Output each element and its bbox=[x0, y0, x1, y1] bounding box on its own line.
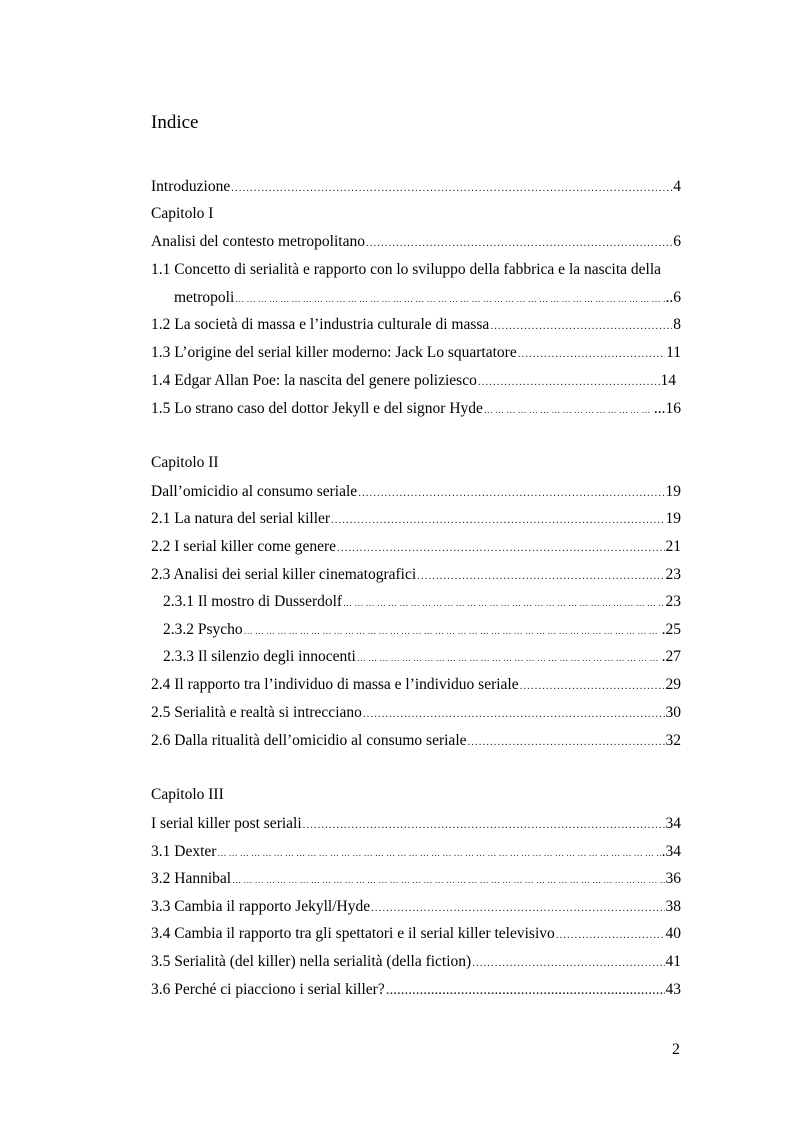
toc-entry[interactable] bbox=[151, 315, 681, 336]
leader-dots bbox=[478, 372, 660, 392]
toc-entry-page-number: 25 bbox=[665, 621, 681, 638]
toc-entry-page: ...16 bbox=[653, 400, 681, 417]
toc-entry[interactable] bbox=[151, 980, 681, 1000]
toc-entry-label: Introduzione bbox=[151, 178, 231, 195]
leader-dots bbox=[231, 178, 672, 198]
toc-entry[interactable] bbox=[151, 232, 681, 253]
leader-dots bbox=[244, 621, 661, 641]
chapter-heading-1: Capitolo I bbox=[151, 205, 214, 222]
leader-dots bbox=[235, 289, 664, 309]
toc-entry-label: 3.2 Hannibal bbox=[151, 870, 232, 887]
leader-dots bbox=[472, 953, 664, 973]
toc-entry-label: 3.5 Serialità (del killer) nella serialità (della fiction) bbox=[151, 953, 472, 970]
toc-entry-page: 14 bbox=[660, 372, 676, 389]
toc-entry-page: ..6 bbox=[665, 289, 681, 306]
toc-entry-page-number: 34 bbox=[665, 843, 681, 860]
toc-entry-label: 3.4 Cambia il rapporto tra gli spettatori e il serial killer televisivo bbox=[151, 925, 555, 942]
toc-entry[interactable] bbox=[151, 675, 681, 696]
toc-entry[interactable] bbox=[151, 869, 681, 890]
leader-dots bbox=[232, 870, 664, 890]
toc-entry[interactable] bbox=[151, 842, 681, 863]
toc-entry-page: 43 bbox=[665, 981, 681, 998]
toc-entry[interactable] bbox=[151, 399, 681, 420]
page-number: 2 bbox=[672, 1041, 680, 1058]
toc-entry-page: 8 bbox=[673, 316, 681, 333]
leader-dots bbox=[366, 233, 672, 253]
toc-entry-page: .25 bbox=[661, 621, 681, 638]
toc-entry[interactable] bbox=[151, 731, 681, 752]
toc-entry-page: 32 bbox=[665, 732, 681, 749]
toc-entry-label: 2.3 Analisi dei serial killer cinematografici bbox=[151, 566, 417, 583]
leader-dots bbox=[386, 980, 665, 1000]
toc-entry-label: 2.3.3 Il silenzio degli innocenti bbox=[163, 648, 356, 665]
leader-dots bbox=[556, 925, 665, 945]
toc-entry[interactable] bbox=[163, 620, 681, 641]
toc-entry[interactable] bbox=[163, 647, 681, 668]
leader-dots bbox=[331, 510, 664, 530]
toc-entry[interactable] bbox=[151, 509, 681, 530]
toc-entry[interactable] bbox=[151, 482, 681, 503]
toc-entry-page: 41 bbox=[665, 953, 681, 970]
toc-entry-label: 1.1 Concetto di serialità e rapporto con lo sviluppo della fabbrica e la nascita della bbox=[151, 261, 662, 278]
leader-dots bbox=[417, 566, 664, 586]
toc-entry[interactable] bbox=[151, 371, 676, 392]
chapter-heading-3: Capitolo III bbox=[151, 786, 224, 803]
toc-entry-page-number: 6 bbox=[673, 289, 681, 306]
toc-entry-label: 3.3 Cambia il rapporto Jekyll/Hyde bbox=[151, 898, 371, 915]
chapter-heading-2: Capitolo II bbox=[151, 454, 219, 471]
leader-dots bbox=[371, 898, 664, 918]
toc-entry[interactable] bbox=[151, 565, 681, 586]
leader-dots bbox=[217, 843, 660, 863]
toc-entry[interactable] bbox=[151, 897, 681, 918]
leader-dots bbox=[337, 538, 664, 558]
toc-entry-label: 1.3 L’origine del serial killer moderno: Jack Lo squartatore bbox=[151, 344, 517, 361]
toc-entry-label: 2.6 Dalla ritualità dell’omicidio al consumo seriale bbox=[151, 732, 467, 749]
toc-entry-page: 6 bbox=[673, 233, 681, 250]
toc-entry-introduzione[interactable] bbox=[151, 177, 681, 198]
leader-dots bbox=[520, 676, 665, 696]
leader-dots bbox=[490, 316, 672, 336]
toc-entry-page: 4 bbox=[673, 178, 681, 195]
toc-entry-page: 23 bbox=[665, 566, 681, 583]
toc-entry-label: 1.2 La società di massa e l’industria culturale di massa bbox=[151, 316, 490, 333]
toc-entry-page: 40 bbox=[665, 925, 681, 942]
toc-entry-page: 34 bbox=[665, 815, 681, 832]
toc-entry-label: 3.6 Perché ci piacciono i serial killer? bbox=[151, 981, 385, 998]
toc-entry-label: 1.4 Edgar Allan Poe: la nascita del genere poliziesco bbox=[151, 372, 477, 389]
toc-entry-label: Analisi del contesto metropolitano bbox=[151, 233, 365, 250]
toc-entry-label: 2.2 I serial killer come genere bbox=[151, 538, 337, 555]
toc-entry[interactable] bbox=[163, 592, 681, 613]
toc-entry-label: Dall’omicidio al consumo seriale bbox=[151, 483, 358, 500]
toc-entry-page: 21 bbox=[665, 538, 681, 555]
toc-entry-page: 19 bbox=[665, 510, 681, 527]
page-title: Indice bbox=[151, 112, 199, 133]
toc-entry-page: .27 bbox=[661, 648, 681, 665]
toc-entry[interactable] bbox=[151, 260, 681, 280]
toc-entry-page-number: 27 bbox=[665, 648, 681, 665]
toc-entry-label: 1.5 Lo strano caso del dottor Jekyll e del signor Hyde bbox=[151, 400, 483, 417]
toc-entry-label: 2.3.1 Il mostro di Dusserdolf bbox=[163, 593, 343, 610]
leader-dots bbox=[358, 483, 664, 503]
toc-entry[interactable] bbox=[151, 537, 681, 558]
toc-entry-label: 2.4 Il rapporto tra l’individuo di massa e l’individuo seriale bbox=[151, 676, 519, 693]
toc-entry-page: 30 bbox=[665, 704, 681, 721]
toc-entry[interactable] bbox=[151, 924, 681, 945]
toc-entry-page: 29 bbox=[665, 676, 681, 693]
toc-entry-label: 2.5 Serialità e realtà si intrecciano bbox=[151, 704, 362, 721]
toc-entry-label: metropoli bbox=[174, 289, 235, 306]
toc-entry-continuation[interactable] bbox=[174, 288, 681, 309]
toc-entry-page: 36 bbox=[665, 870, 681, 887]
leader-dots bbox=[363, 704, 665, 724]
toc-entry-page: 11 bbox=[666, 344, 681, 361]
toc-entry-label: 3.1 Dexter bbox=[151, 843, 217, 860]
toc-entry[interactable] bbox=[151, 703, 681, 724]
toc-entry[interactable] bbox=[151, 814, 681, 835]
toc-entry-page: 23 bbox=[665, 593, 681, 610]
toc-entry-page: 38 bbox=[665, 898, 681, 915]
leader-dots bbox=[484, 400, 653, 420]
toc-entry-label: I serial killer post seriali bbox=[151, 815, 302, 832]
leader-dots bbox=[343, 593, 664, 613]
leader-dots bbox=[357, 648, 661, 668]
toc-entry-page: .34 bbox=[661, 843, 681, 860]
toc-entry[interactable] bbox=[151, 952, 681, 973]
toc-entry-page-number: 16 bbox=[665, 400, 681, 417]
toc-entry-label: 2.3.2 Psycho bbox=[163, 621, 243, 638]
leader-dots bbox=[518, 344, 665, 364]
toc-entry-page: 19 bbox=[665, 483, 681, 500]
leader-dots bbox=[468, 732, 665, 752]
toc-entry-label: 2.1 La natura del serial killer bbox=[151, 510, 331, 527]
leader-dots bbox=[303, 815, 665, 835]
toc-entry[interactable] bbox=[151, 343, 681, 364]
